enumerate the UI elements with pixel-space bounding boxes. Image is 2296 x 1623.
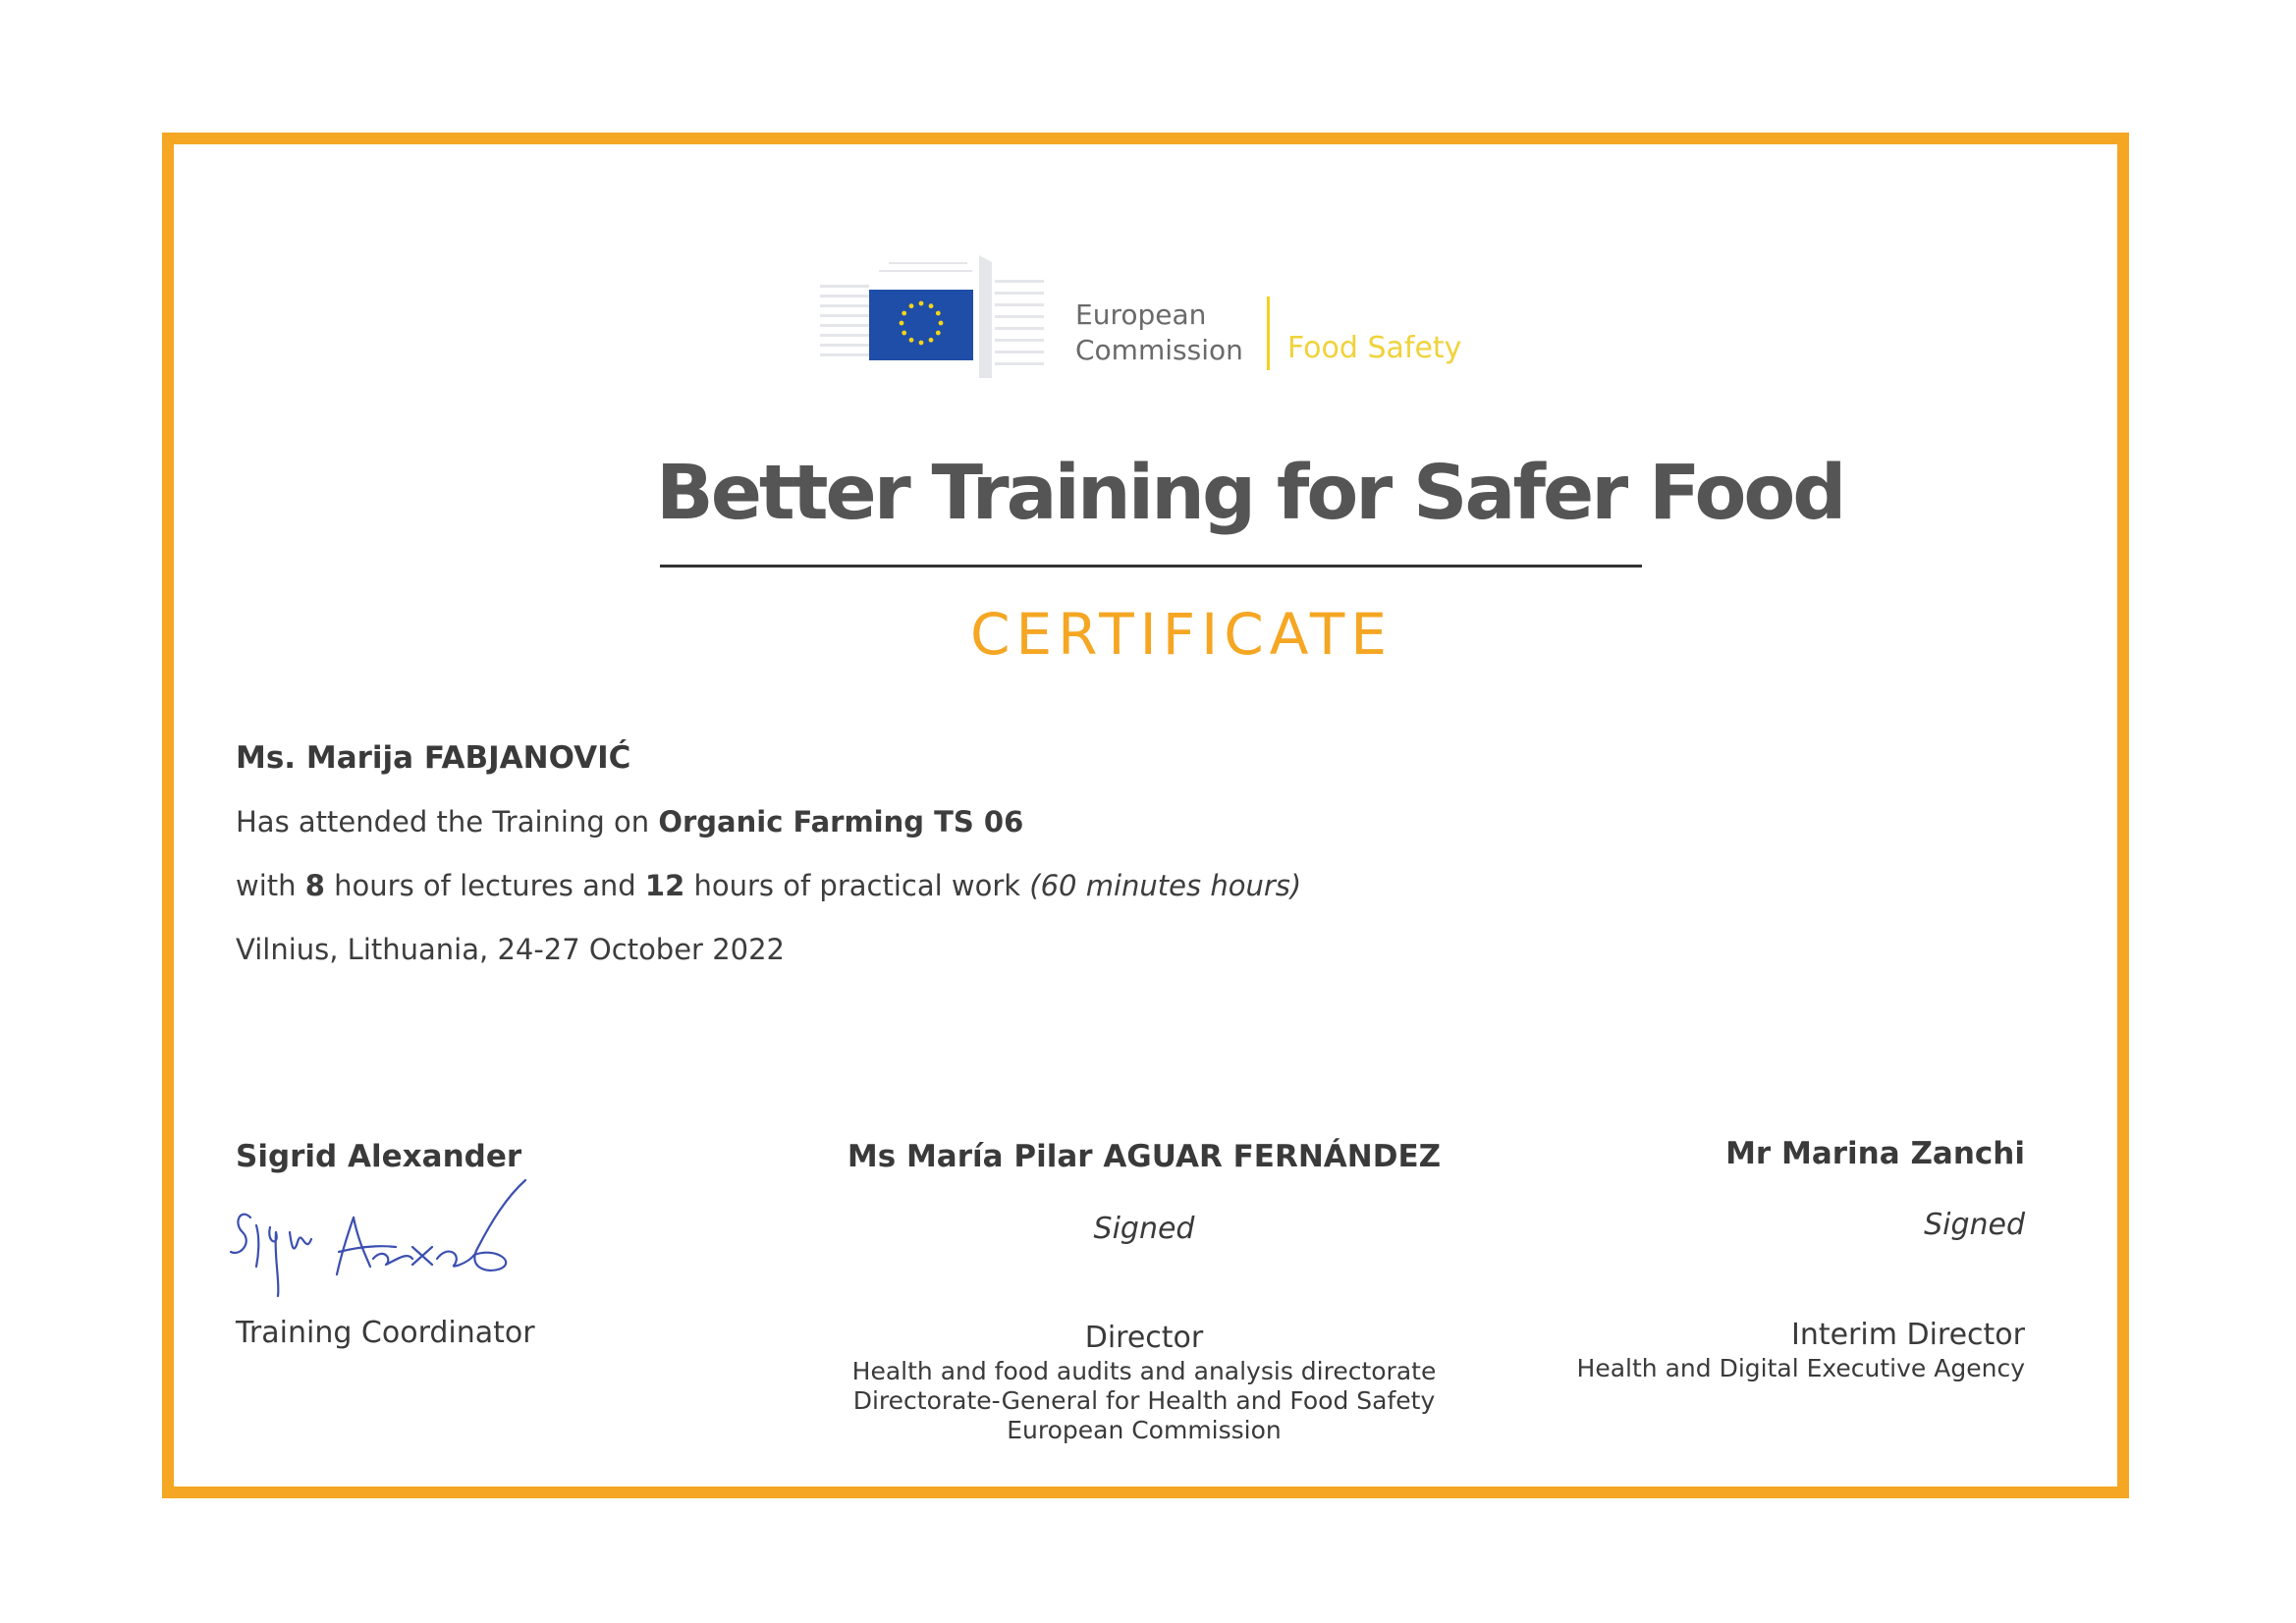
signatory-1-role: Training Coordinator bbox=[236, 1316, 535, 1350]
signatory-3-signed: Signed bbox=[1924, 1208, 2025, 1242]
signatory-2-detail: European Commission bbox=[1007, 1416, 1282, 1444]
hours-note: (60 minutes hours) bbox=[1029, 869, 1302, 902]
attendance-prefix: Has attended the Training on bbox=[236, 805, 659, 839]
course-name: Organic Farming TS 06 bbox=[658, 805, 1024, 839]
signatory-3-name: Mr Marina Zanchi bbox=[1725, 1136, 2025, 1171]
signatory-3-detail: Health and Digital Executive Agency bbox=[1576, 1354, 2025, 1382]
signatory-2-signed: Signed bbox=[1093, 1212, 1195, 1246]
attendance-line bbox=[236, 805, 1023, 839]
logo-divider bbox=[1267, 297, 1270, 370]
signatory-2-role: Director bbox=[1084, 1321, 1204, 1355]
signatory-2-details bbox=[756, 1357, 1532, 1445]
hours-prefix: with bbox=[236, 869, 305, 902]
unit-name: Food Safety bbox=[1287, 331, 1462, 365]
hours-suffix: hours of practical work bbox=[684, 869, 1030, 902]
signatory-3-role: Interim Director bbox=[1790, 1318, 2025, 1352]
signatory-2-detail: Directorate-General for Health and Food Safety bbox=[852, 1386, 1436, 1415]
signatory-2-name: Ms María Pilar AGUAR FERNÁNDEZ bbox=[847, 1139, 1442, 1174]
place-and-date: Vilnius, Lithuania, 24-27 October 2022 bbox=[236, 933, 786, 966]
hours-line bbox=[236, 869, 1301, 902]
eu-flag-icon bbox=[869, 290, 973, 360]
organization-line-1: European bbox=[1075, 298, 1207, 331]
organization-line-2: Commission bbox=[1075, 334, 1243, 366]
signatory-1-name: Sigrid Alexander bbox=[236, 1139, 522, 1174]
european-commission-logo bbox=[820, 250, 1488, 383]
document-type: CERTIFICATE bbox=[970, 601, 1393, 668]
signatory-2-detail: Health and food audits and analysis directorate bbox=[851, 1357, 1437, 1385]
signatory-3-details bbox=[1532, 1354, 2025, 1383]
lecture-hours: 8 bbox=[304, 869, 325, 902]
practical-hours: 12 bbox=[644, 869, 685, 902]
title-underline bbox=[660, 565, 1642, 568]
program-title: Better Training for Safer Food bbox=[656, 450, 1844, 537]
hours-middle: hours of lectures and bbox=[324, 869, 645, 902]
organization-name bbox=[1075, 298, 1243, 368]
recipient-name: Ms. Marija FABJANOVIĆ bbox=[236, 740, 631, 776]
handwritten-signature bbox=[221, 1149, 535, 1306]
